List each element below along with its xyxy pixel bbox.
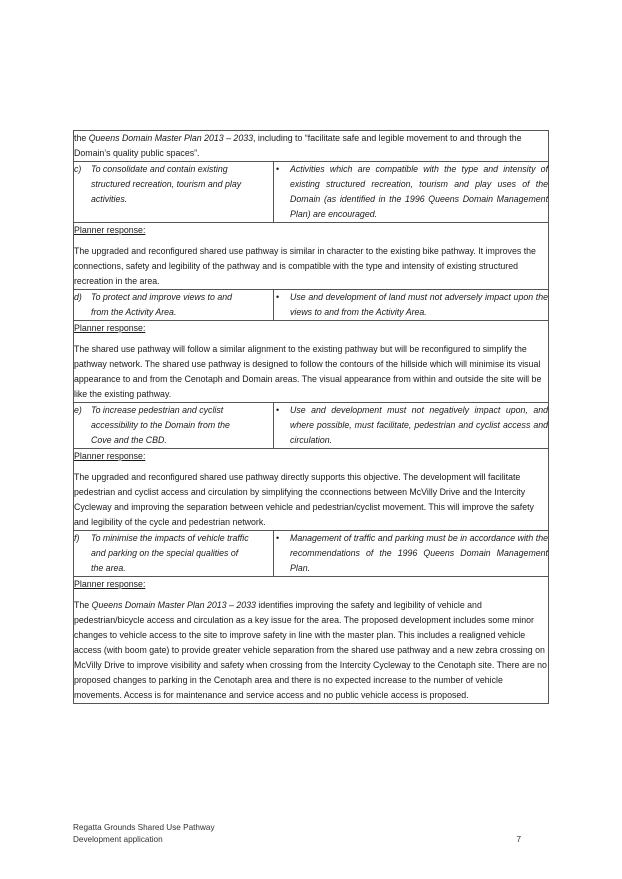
requirement-cell <box>274 162 549 223</box>
response-row-f <box>74 577 549 704</box>
bullet-icon: • <box>276 164 280 174</box>
response-cell <box>74 321 549 403</box>
objective-letter: d) <box>74 292 82 302</box>
objective-text: To protect and improve views to and from the Activity Area. <box>91 292 232 317</box>
planner-response-label: Planner response: <box>74 323 146 333</box>
objective-row-d <box>74 290 549 321</box>
objective-cell <box>74 531 274 577</box>
objective-letter: f) <box>74 533 80 543</box>
requirement-text: Use and development of land must not adversely impact upon the views to and from the Activity Area. <box>290 292 549 317</box>
objective-cell <box>74 403 274 449</box>
planner-response-text: The upgraded and reconfigured shared use pathway is similar in character to the existing bike pathway. It improves the connections, safety and legibility of the pathway and is compatible with the type and intensity of existing structured recreation in the area. <box>74 246 536 286</box>
objective-row-c <box>74 162 549 223</box>
objective-text: To minimise the impacts of vehicle traffic and parking on the special qualities of the area. <box>91 533 249 573</box>
footer-project-title: Regatta Grounds Shared Use Pathway <box>73 823 215 832</box>
objective-cell <box>74 162 274 223</box>
page-footer <box>73 822 548 846</box>
planning-assessment-table <box>73 130 549 704</box>
intro-row <box>74 131 549 162</box>
bullet-icon: • <box>276 533 280 543</box>
intro-plan-name: Queens Domain Master Plan 2013 – 2033 <box>88 133 253 143</box>
objective-text: To increase pedestrian and cyclist accessibility to the Domain from the Cove and the CBD. <box>91 405 230 445</box>
objective-text: To consolidate and contain existing structured recreation, tourism and play activities. <box>91 164 242 204</box>
requirement-text: Activities which are compatible with the type and intensity of existing structured recreation, tourism and play uses of the Domain (as identified in the 1996 Queens Domain Management Plan) are encouraged. <box>290 164 549 219</box>
response-plan-name: Queens Domain Master Plan 2013 – 2033 <box>91 600 256 610</box>
response-row-e <box>74 449 549 531</box>
response-cell <box>74 449 549 531</box>
requirement-cell <box>274 531 549 577</box>
intro-cell <box>74 131 549 162</box>
planner-response-text: The shared use pathway will follow a similar alignment to the existing pathway but will be reconfigured to simplify the pathway network. The shared use pathway is designed to follow the contours of the hillside which will minimise its visual appearance to and from the Cenotaph and Domain areas. The visual appearance from within and outside the site will be like the existing pathway. <box>74 344 542 399</box>
requirement-text: Use and development must not negatively impact upon, and where possible, must facilitate, pedestrian and cyclist access and circulation. <box>290 405 549 445</box>
objective-letter: c) <box>74 164 82 174</box>
response-row-d <box>74 321 549 403</box>
requirement-cell <box>274 403 549 449</box>
response-cell <box>74 223 549 290</box>
planner-response-label: Planner response: <box>74 579 146 589</box>
bullet-icon: • <box>276 292 280 302</box>
planner-response-text <box>74 598 548 703</box>
planner-response-text: The upgraded and reconfigured shared use pathway directly supports this objective. The development will facilitate pedestrian and cyclist access and circulation by simplifying the cconnections between McVilly Drive and the Intercity Cycleway and improving the separation between vehicle and pedestrian/cyclist movement. This will improve the safety and legibility of the cycle and pedestrian network. <box>74 472 534 527</box>
intro-prefix: the <box>74 133 89 143</box>
requirement-text: Management of traffic and parking must be in accordance with the recommendations of the 1996 Queens Domain Management Plan. <box>290 533 549 573</box>
response-row-c <box>74 223 549 290</box>
planner-response-label: Planner response: <box>74 225 146 235</box>
response-cell <box>74 577 549 704</box>
requirement-cell <box>274 290 549 321</box>
bullet-icon: • <box>276 405 280 415</box>
objective-cell <box>74 290 274 321</box>
footer-document-type: Development application <box>73 835 163 844</box>
page-number: 7 <box>516 835 521 844</box>
planner-response-label: Planner response: <box>74 451 146 461</box>
objective-letter: e) <box>74 405 82 415</box>
response-rest: identifies improving the safety and legibility of vehicle and pedestrian/bicycle access and circulation as a key issue for the area. The proposed development includes some minor changes to vehicle access to the site to improve safety in line with the master plan. This includes a realigned vehicle access (with boom gate) to provide greater vehicle separation from the shared use pathway and a new zebra crossing on McVilly Drive to improve visibility and safety when crossing from the Intercity Cycleway to the Cenotaph site. There are no proposed changes to parking in the Cenotaph area and there is no expected increase to the number of vehicle movements. Access is for maintenance and service access and no public vehicle access is proposed. <box>74 600 547 700</box>
objective-row-f <box>74 531 549 577</box>
objective-row-e <box>74 403 549 449</box>
response-prefix: The <box>74 600 92 610</box>
intro-suffix: , including to “facilitate safe and legible movement to and through the Domain’s quality public spaces”. <box>74 133 522 158</box>
